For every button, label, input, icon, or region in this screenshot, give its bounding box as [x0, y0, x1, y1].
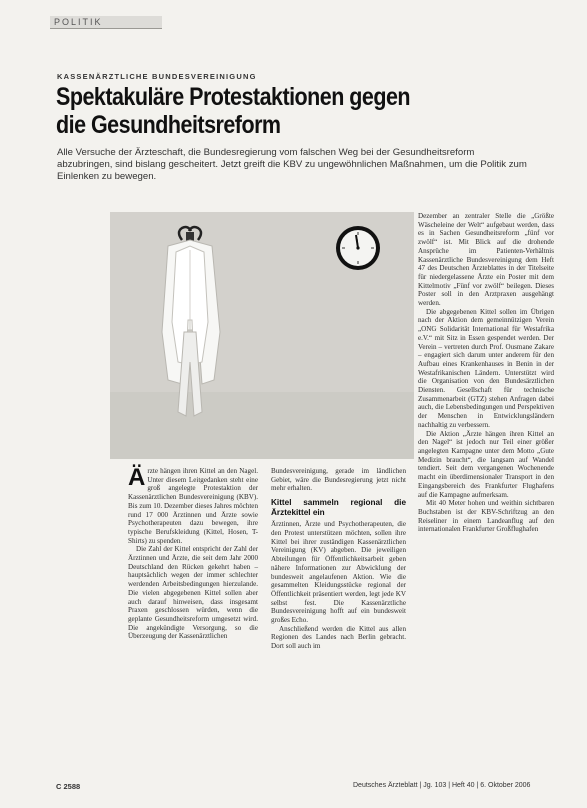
- lead-paragraph: Alle Versuche der Ärzteschaft, die Bundesregierung vom falschen Weg bei der Gesundheitsreform abzubringen, sind bislang gescheitert. Jetzt greift die KBV zu ungewöhnlichen Maßnahmen, um die Politik zum Einlenken zu bewegen.: [57, 147, 527, 182]
- drop-cap: Ä: [128, 464, 146, 491]
- paragraph: Mit 40 Meter hohen und weithin sichtbaren Buchstaben ist der KBV-Schriftzug an den Reiseliner in einem Landeanflug auf den internationalen Frankfurter Großflughafen: [418, 499, 554, 534]
- coats-and-clock-illustration: [110, 212, 414, 459]
- paragraph: Bundesvereinigung, gerade im ländlichen Gebiet, wäre die Bundesregierung jetzt nicht mehr erhalten.: [271, 467, 406, 493]
- section-label: POLITIK: [50, 16, 162, 29]
- paragraph: Die abgegebenen Kittel sollen im Übrigen nach der Aktion dem gemeinnützigen Verein „ONG Solidarität International für Westafrika e.V.“ mit Sitz in Essen gespendet werden. Der Verein – vertreten durch Prof. Ousmane Zakare – engagiert sich darum unter anderem für den Aufbau eines Krankenhauses in Benin in der Westafrikanischen Ländern. Unterstützt wird die Organisation von den Bundesärztlichen Diensten. Gesellschaft für technische Zusammenarbeit (GTZ) stehen Anfragen dabei auch, die Lebensbedingungen und Perspektiven der Menschen in Entwicklungsländern nachhaltig zu verbessern.: [418, 307, 554, 429]
- article-photo: [110, 212, 414, 459]
- subheading: Kittel sammeln regional die Ärztekittel ein: [271, 498, 406, 517]
- paragraph: Ärztinnen, Ärzte und Psychotherapeuten, die den Protest unterstützen möchten, sollen ihre Kittel bei ihrer zuständigen Kassenärztlichen Vereinigung (KV) abgeben. Die jeweiligen Abteilungen für Öffentlichkeitsarbeit geben nähere Informationen zur Abwicklung der bundesweit angelaufenen Aktion. Wie die gesammelten Kleidungsstücke regional der Öffentlichkeit präsentiert werden, legt jede KV selbst fest. Die Kassenärztliche Bundesvereinigung hofft auf ein bundesweit großes Echo.: [271, 520, 406, 625]
- kicker: KASSENÄRZTLICHE BUNDESVEREINIGUNG: [57, 72, 257, 81]
- paragraph: Die Zahl der Kittel entspricht der Zahl der Ärztinnen und Ärzte, die seit dem Jahr 2000 Deutschland den Rücken gekehrt haben – hauptsächlich wegen der immer schlechter werdenden Arbeitsbedingungen hierzulande. Die vielen abgegebenen Kittel sollen aber auch darauf hinweisen, dass insgesamt Praxen geschlossen würden, wenn die geplante Gesundheitsreform umgesetzt wird. Die angekündigte Versorgung, so die Überzeugung der Kassenärztlichen: [128, 545, 258, 641]
- column-2: [271, 467, 406, 651]
- column-1: [128, 464, 258, 641]
- paragraph: Die Aktion „Ärzte hängen ihren Kittel an den Nagel“ ist jedoch nur Teil einer größer angelegten Kampagne unter dem Motto „Gute Medizin braucht“, die langsam auf Wandel tendiert. Seit dem vergangenen Wochenende macht ein überdimensionaler Transport in den Eingangsbereich des Frankfurter Flughafens auf die Kampagne aufmerksam.: [418, 429, 554, 499]
- paragraph: Dezember an zentraler Stelle die „Größte Wäscheleine der Welt“ aufgebaut werden, dass es in Sachen Gesundheitsreform „fünf vor zwölf“ ist. Mit Blick auf die drohende Ansprüche im Patienten-Verhältnis Kassenärztliche Bundesvereinigung dem Heft 47 des Deutschen Ärzteblattes in der Titelseite für niedergelassene Ärzte ein Poster mit dem Kittelmotiv „Fünf vor zwölf“ beilegen. Dieses Poster soll in den Arztpraxen ausgehängt werden.: [418, 212, 554, 308]
- headline: Spektakuläre Protestaktionen gegen die Gesundheitsreform: [56, 83, 411, 139]
- column-3: [418, 212, 554, 534]
- paragraph: Anschließend werden die Kittel aus allen Regionen des Landes nach Berlin gebracht. Dort soll auch im: [271, 624, 406, 651]
- publication-info: Deutsches Ärzteblatt | Jg. 103 | Heft 40 | 6. Oktober 2006: [353, 782, 531, 789]
- clock-icon: [336, 226, 380, 270]
- page-number: C 2588: [56, 782, 81, 791]
- paragraph: rzte hängen ihren Kittel an den Nagel. Unter diesem Leitgedanken steht eine groß angelegte Protestaktion der Kassenärztlichen Bundesvereinigung (KBV). Bis zum 10. Dezember dieses Jahres möchten rund 17 000 Ärztinnen und Ärzte sowie Psychotherapeuten dazu bewegen, ihre typische Berufskleidung (Kittel, Hosen, T-Shirts) zu spenden.: [128, 467, 258, 545]
